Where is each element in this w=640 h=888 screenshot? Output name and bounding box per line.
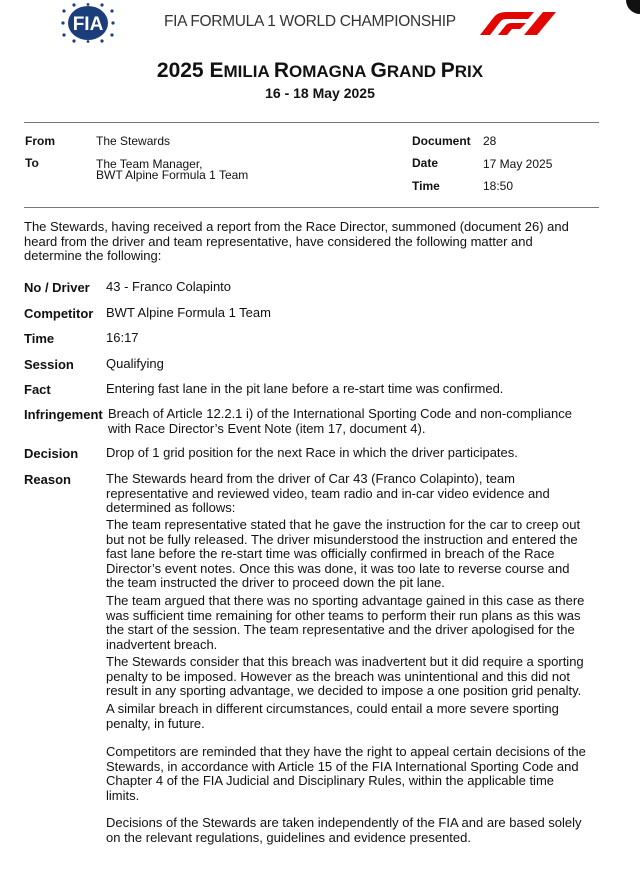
decision-value: Drop of 1 grid position for the next Race in which the driver participates.: [106, 445, 518, 460]
to-value-line-1: The Team Manager,: [96, 157, 203, 171]
document-value: 28: [483, 134, 497, 148]
infringement-value: Breach of Article 12.2.1 i) of the International Sporting Code and non-compliance with Race Director’s Event Note (item 17, document 4).: [108, 406, 572, 436]
event-name-rest: RAND: [386, 62, 441, 81]
time-value: 18:50: [483, 179, 514, 193]
session-value: Qualifying: [106, 356, 164, 371]
competitor-label: Competitor: [24, 306, 94, 321]
event-year: 2025: [156, 59, 204, 82]
event-name-initial: R: [273, 59, 290, 82]
memo-top-rule: [24, 122, 599, 123]
time-label: Time: [412, 179, 440, 193]
driver-label: No / Driver: [24, 280, 90, 295]
document-label: Document: [412, 134, 471, 148]
to-label: To: [25, 156, 39, 170]
event-name: [209, 59, 484, 82]
fia-logo-text: FIA: [72, 14, 104, 35]
event-name-initial: E: [209, 59, 224, 82]
event-name-rest: OMAGNA: [289, 62, 371, 81]
competitor-value: BWT Alpine Formula 1 Team: [106, 305, 271, 320]
date-label: Date: [412, 156, 439, 170]
event-name-initial: G: [370, 59, 387, 82]
independence-notice: Decisions of the Stewards are taken independently of the FIA and are based solely on the relevant regulations, guidelines and evidence presented.: [106, 815, 582, 845]
event-name-rest: RIX: [454, 62, 484, 81]
f1-logo: [476, 11, 558, 35]
championship-title: FIA FORMULA 1 WORLD CHAMPIONSHIP: [164, 13, 456, 30]
event-dates: 16 - 18 May 2025: [265, 85, 375, 101]
event-name-initial: P: [440, 59, 455, 82]
intro-paragraph: The Stewards, having received a report from the Race Director, summoned (document 26) and heard from the driver and team representative, have considered the following matter and determine the following:: [24, 219, 569, 263]
reason-paragraph-4: The Stewards consider that this breach was inadvertent but it did require a sporting penalty to be imposed. However as the breach was unintentional and this did not result in any sporting advantage, we decided to impose a one position grid penalty.: [106, 654, 584, 698]
from-label: From: [25, 134, 55, 148]
fact-label: Fact: [24, 382, 51, 397]
decision-label: Decision: [24, 446, 79, 461]
reason-label: Reason: [24, 472, 71, 487]
driver-value: 43 - Franco Colapinto: [106, 279, 232, 294]
fact-value: Entering fast lane in the pit lane before a re-start time was confirmed.: [106, 381, 504, 396]
date-value: 17 May 2025: [483, 157, 553, 171]
reason-paragraph-3: The team argued that there was no sporting advantage gained in this case as there was sufficient time remaining for other teams to perform their run plans as this was the start of the session. The team representative and the driver apologised for the inadvertent breach.: [106, 593, 585, 652]
event-name-rest: MILIA: [223, 62, 274, 81]
session-label: Session: [24, 357, 74, 372]
event-title: [0, 58, 640, 85]
reason-paragraph-1: The Stewards heard from the driver of Car 43 (Franco Colapinto), team representative and reviewed video, team radio and in-car video evidence and determined as follows:: [106, 471, 550, 515]
infringement-label: Infringement: [24, 407, 103, 422]
from-value: The Stewards: [96, 134, 171, 148]
time-field-label: Time: [24, 331, 55, 346]
time-field-value: 16:17: [106, 330, 139, 345]
reason-paragraph-2: The team representative stated that he gave the instruction for the car to creep out but not be fully released. The driver misunderstood the instruction and entered the fast lane before the re-start time was officially confirmed in breach of the Race Director’s event notes. Once this was done, it was too late to reverse course and the team instructed the driver to proceed down the pit lane.: [106, 517, 581, 590]
fia-logo: [60, 3, 116, 43]
to-value-line-2: BWT Alpine Formula 1 Team: [96, 168, 249, 182]
memo-bottom-rule: [24, 207, 599, 208]
corner-mark: [626, 0, 640, 14]
appeal-notice: Competitors are reminded that they have the right to appeal certain decisions of the Stewards, in accordance with Article 15 of the FIA International Sporting Code and Chapter 4 of the FIA Judicial and Disciplinary Rules, within the applicable time limits.: [106, 744, 586, 803]
reason-paragraph-5: A similar breach in different circumstances, could entail a more severe sporting penalty, in future.: [106, 701, 559, 731]
